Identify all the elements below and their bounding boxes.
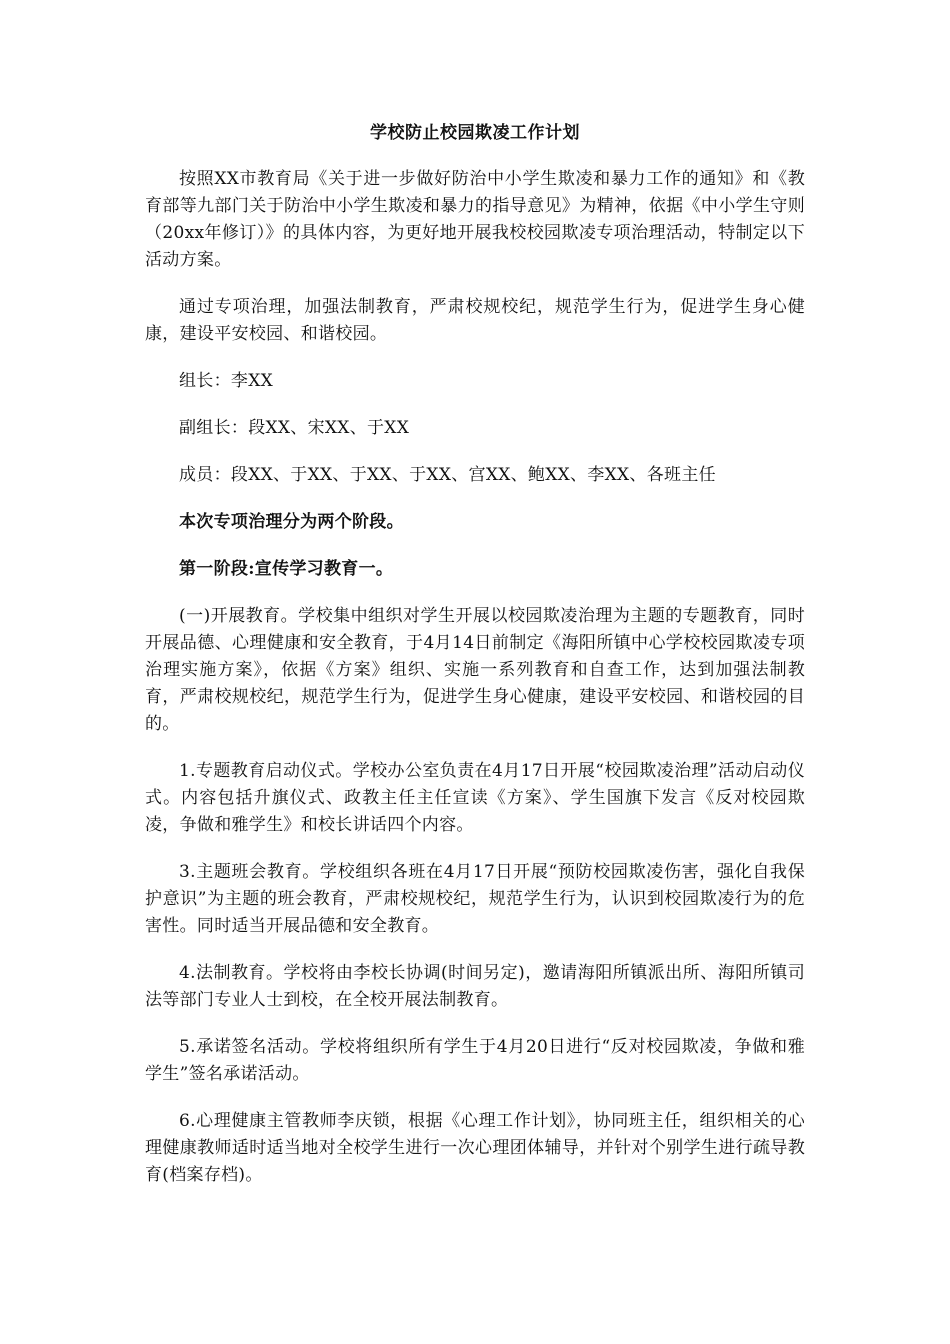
section-heading-stages: 本次专项治理分为两个阶段。 [179, 512, 404, 532]
paragraph-education: (一)开展教育。学校集中组织对学生开展以校园欺凌治理为主题的专题教育，同时开展品德、心理健康和安全教育，于4月14日前制定《海阳所镇中心学校校园欺凌专项治理实施方案》，依据《方案》组织、实施一系列教育和自查工作，达到加强法制教育，严肃校规校纪，规范学生行为，促进学生身心健康，建设平安校园、和谐校园的目的。 [145, 606, 805, 734]
paragraph-deputy-leader: 副组长：段XX、宋XX、于XX [179, 418, 410, 438]
paragraph-members: 成员：段XX、于XX、于XX、于XX、宫XX、鲍XX、李XX、各班主任 [179, 465, 716, 485]
paragraph-item-6: 6.心理健康主管教师李庆锁，根据《心理工作计划》，协同班主任，组织相关的心理健康教师适时适当地对全校学生进行一次心理团体辅导，并针对个别学生进行疏导教育(档案存档)。 [145, 1111, 805, 1185]
paragraph-leader: 组长：李XX [179, 371, 274, 391]
paragraph-item-5: 5.承诺签名活动。学校将组织所有学生于4月20日进行“反对校园欺凌，争做和雅学生”签名承诺活动。 [145, 1037, 805, 1084]
paragraph-intro: 按照XX市教育局《关于进一步做好防治中小学生欺凌和暴力工作的通知》和《教育部等九部门关于防治中小学生欺凌和暴力的指导意见》为精神，依据《中小学生守则（20xx年修订）》的具体内容，为更好地开展我校校园欺凌专项治理活动，特制定以下活动方案。 [145, 169, 805, 270]
paragraph-goal: 通过专项治理，加强法制教育，严肃校规校纪，规范学生行为，促进学生身心健康，建设平安校园、和谐校园。 [145, 297, 805, 344]
paragraph-item-3: 3.主题班会教育。学校组织各班在4月17日开展“预防校园欺凌伤害，强化自我保护意识”为主题的班会教育，严肃校规校纪，规范学生行为，认识到校园欺凌行为的危害性。同时适当开展品德和安全教育。 [145, 862, 805, 936]
paragraph-item-4: 4.法制教育。学校将由李校长协调(时间另定)，邀请海阳所镇派出所、海阳所镇司法等部门专业人士到校，在全校开展法制教育。 [145, 963, 805, 1010]
document-body [145, 120, 805, 1209]
section-heading-stage-one: 第一阶段:宣传学习教育一。 [179, 559, 394, 579]
paragraph-item-1: 1.专题教育启动仪式。学校办公室负责在4月17日开展“校园欺凌治理”活动启动仪式。内容包括升旗仪式、政教主任主任宣读《方案》、学生国旗下发言《反对校园欺凌，争做和雅学生》和校长讲话四个内容。 [145, 761, 805, 835]
document-title: 学校防止校园欺凌工作计划 [370, 123, 580, 143]
